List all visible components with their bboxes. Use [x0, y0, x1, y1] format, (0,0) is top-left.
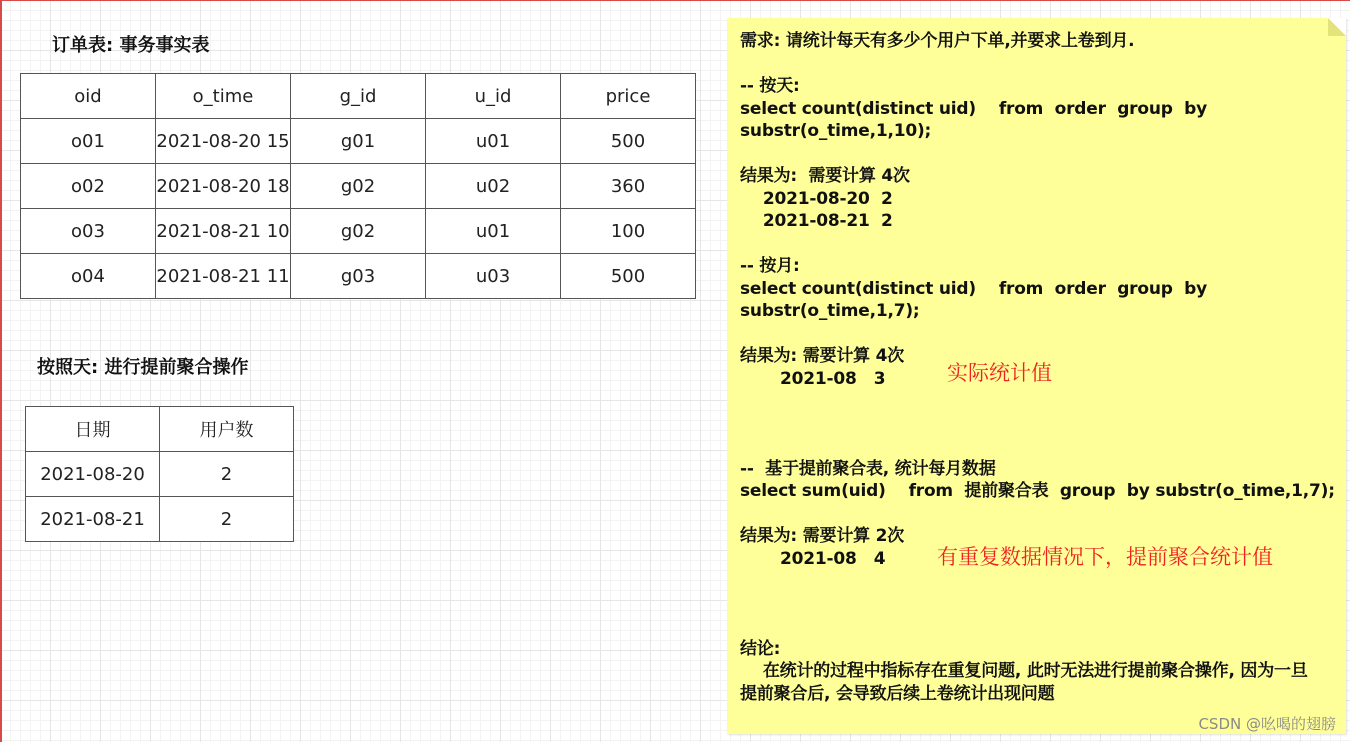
table-header-cell: u_id — [426, 74, 561, 119]
table-header-row — [21, 74, 696, 119]
table-cell: 2021-08-21 11 — [156, 254, 291, 299]
note-text: 需求: 请统计每天有多少个用户下单,并要求上卷到月. -- 按天: select count(distinct uid) from order group by substr(o_time,1,10); 结果为: 需要计算 4次 2021-08-20 2 2021-08-21 2 -- 按月: select count(distinct uid) from order group by substr(o_time,1,7); 结果为: 需要计算 4次 2021-08 3 -- 基于提前聚合表, 统计每月数据 select sum(uid) from 提前聚合表 group by substr(o_time,1,7); 结果为: 需要计算 2次 2021-08 4 结论: 在统计的过程中指标存在重复问题, 此时无法进行提前聚合操作, 因为一旦 提前聚合后, 会导致后续上卷统计出现问题 — [740, 31, 1335, 704]
table-row — [21, 209, 696, 254]
table-cell: o03 — [21, 209, 156, 254]
table-header-cell: 用户数 — [160, 407, 294, 452]
table-cell: o01 — [21, 119, 156, 164]
top-border — [0, 0, 1350, 1]
annotation-duplicate-value: 有重复数据情况下，提前聚合统计值 — [937, 545, 1273, 569]
table-cell: 2021-08-21 10 — [156, 209, 291, 254]
table-cell: 360 — [561, 164, 696, 209]
left-border — [0, 0, 2, 742]
table-cell: u03 — [426, 254, 561, 299]
table-cell: g02 — [291, 209, 426, 254]
table-cell: o02 — [21, 164, 156, 209]
table-cell: 2 — [160, 497, 294, 542]
table-row — [26, 497, 294, 542]
preagg-table — [25, 406, 294, 542]
table-header-cell: price — [561, 74, 696, 119]
preagg-table-title: 按照天: 进行提前聚合操作 — [37, 357, 249, 378]
orders-table-title: 订单表: 事务事实表 — [52, 35, 210, 56]
table-header-cell: g_id — [291, 74, 426, 119]
table-row — [26, 452, 294, 497]
table-row — [21, 119, 696, 164]
table-cell: 2021-08-20 15 — [156, 119, 291, 164]
table-cell: 500 — [561, 119, 696, 164]
table-cell: 2 — [160, 452, 294, 497]
table-cell: u01 — [426, 209, 561, 254]
table-cell: 2021-08-20 18 — [156, 164, 291, 209]
table-header-cell: 日期 — [26, 407, 160, 452]
table-cell: g01 — [291, 119, 426, 164]
table-cell: u01 — [426, 119, 561, 164]
watermark: CSDN @吆喝的翅膀 — [1198, 715, 1336, 733]
table-cell: g03 — [291, 254, 426, 299]
table-header-cell: oid — [21, 74, 156, 119]
table-cell: g02 — [291, 164, 426, 209]
table-header-row — [26, 407, 294, 452]
annotation-actual-value: 实际统计值 — [947, 361, 1052, 385]
table-cell: 2021-08-20 — [26, 452, 160, 497]
table-row — [21, 254, 696, 299]
table-cell: u02 — [426, 164, 561, 209]
table-cell: o04 — [21, 254, 156, 299]
table-cell: 100 — [561, 209, 696, 254]
table-cell: 2021-08-21 — [26, 497, 160, 542]
table-header-cell: o_time — [156, 74, 291, 119]
orders-table — [20, 73, 696, 299]
table-cell: 500 — [561, 254, 696, 299]
table-row — [21, 164, 696, 209]
